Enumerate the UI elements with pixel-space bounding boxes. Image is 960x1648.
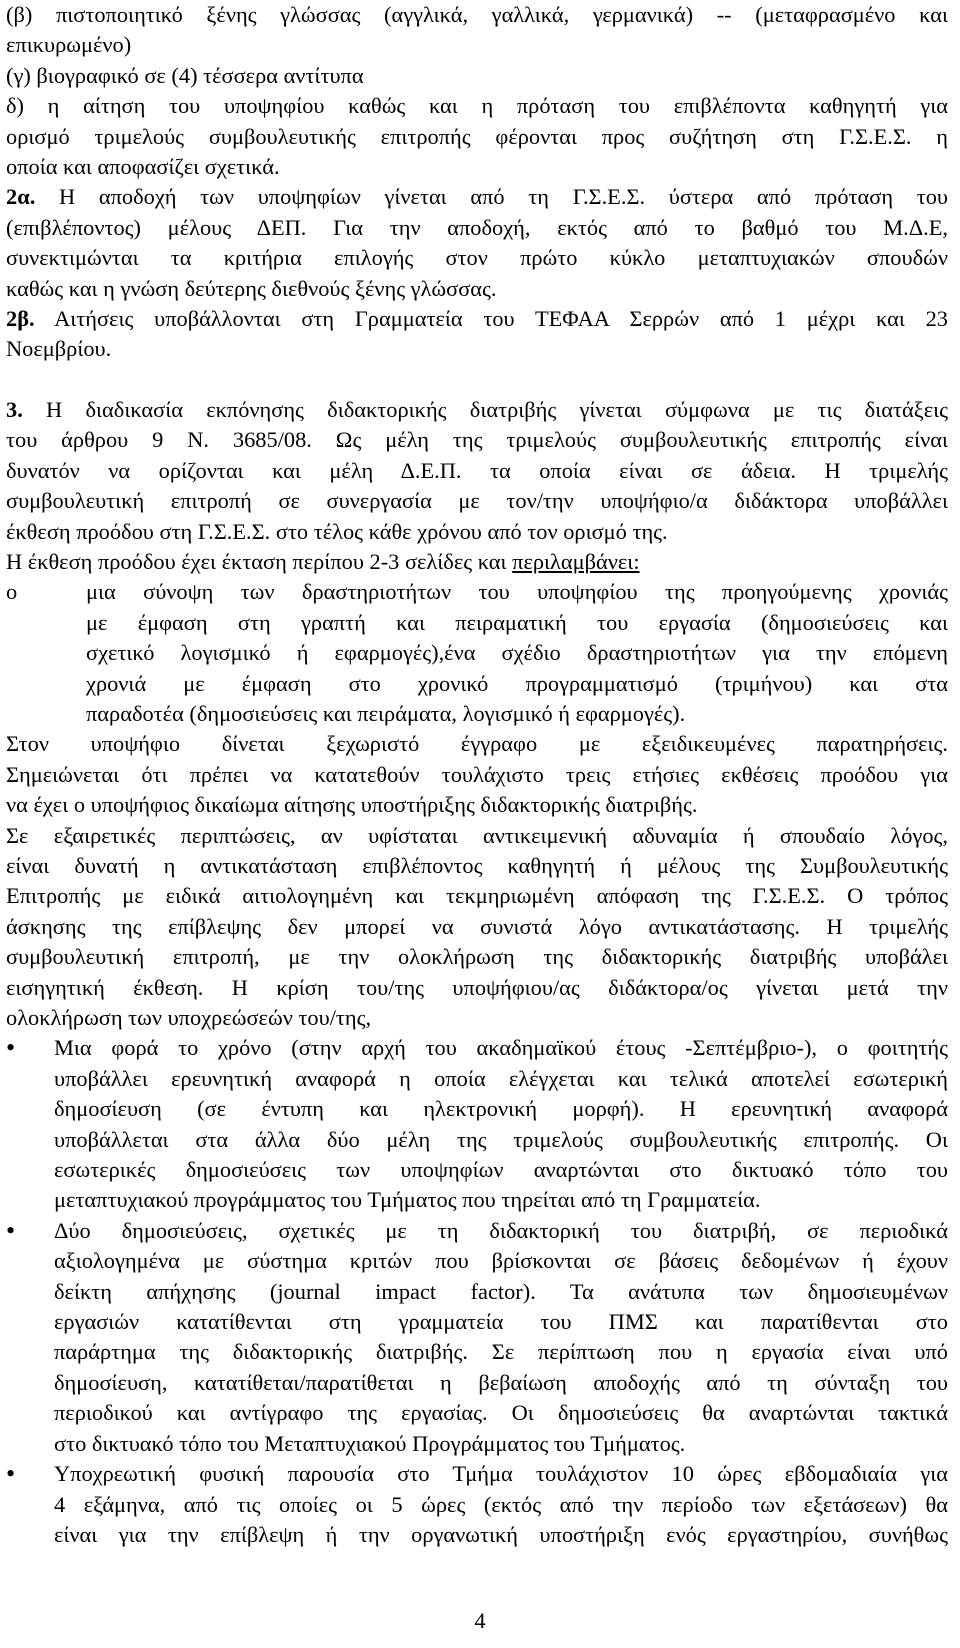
text-line: εσωτερικές δημοσιεύσεις των υποψηφίων αναρτώνται στο δικτυακό τόπο του [54,1157,948,1183]
paragraph-3 [6,395,948,547]
bullet-item [6,1459,948,1550]
text-line [6,182,948,212]
text-line: δημοσίευση (σε έντυπη και ηλεκτρονική μορφή). Η ερευνητική αναφορά [54,1096,948,1122]
text-line: καθώς και η γνώση δεύτερης διεθνούς ξένης γλώσσας. [6,275,497,301]
text-line: Μια φορά το χρόνο (στην αρχή του ακαδημαϊκού έτους -Σεπτέμβριο-), ο φοιτητής [54,1035,948,1061]
text-line: συμβουλευτική επιτροπή, με την ολοκλήρωση της διδακτορικής διατριβής υποβάλει [6,944,948,970]
text-run: Αιτήσεις υποβάλλονται στη Γραμματεία του ΤΕΦΑΑ Σερρών από 1 μέχρι και 23 [34,306,948,332]
text-line: (β) πιστοποιητικό ξένης γλώσσας (αγγλικά, γαλλικά, γερμανικά) -- (μεταφρασμένο και [6,2,948,27]
text-line: μια σύνοψη των δραστηριοτήτων του υποψηφίου της προηγούμενης χρονιάς [86,579,948,605]
text-line: δείκτη απήχησης (journal impact factor). Τα ανάτυπα των δημοσιευμένων [54,1278,948,1304]
text-line: Επιτροπής με ειδικά αιτιολογημένη και τεκμηριωμένη απόφαση της Γ.Σ.Ε.Σ. Ο τρόπος [6,883,948,909]
text-line: επικυρωμένο) [6,32,132,58]
underlined-text: περιλαμβάνει: [512,548,640,574]
document-page [6,0,948,1550]
list-marker: o [6,579,18,605]
page-number: 4 [474,1608,486,1633]
text-line: Δύο δημοσιεύσεις, σχετικές με τη διδακτορική του διατριβή, σε περιοδικά [54,1217,948,1243]
bullet-marker: • [6,1215,16,1245]
list-item [6,577,948,729]
text-line: Νοεμβρίου. [6,336,112,362]
text-line: ολοκλήρωση των υποχρεώσεών του/της, [6,1005,372,1030]
text-line: στο δικτυακό τόπο του Μεταπτυχιακού Προγράμματος του Τμήματος. [54,1430,686,1456]
text-line: περιοδικού και αντίγραφο της εργασίας. Οι δημοσιεύσεις θα αναρτώνται τακτικά [54,1400,948,1426]
text-line: αξιολογημένα με σύστημα κριτών που βρίσκονται σε βάσεις δεδομένων ή έχουν [54,1248,948,1274]
text-line: είναι για την επίβλεψη ή την οργανωτική υποστήριξη ενός εργαστηρίου, συνήθως [54,1521,948,1547]
paragraph-remarks [6,729,948,820]
text-line [6,304,948,334]
text-line: συνεκτιμώνται τα κριτήρια επιλογής στον πρώτο κύκλο μεταπτυχιακών σπουδών [6,245,948,271]
text-line: εργασιών κατατίθενται στη γραμματεία του ΠΜΣ και παρατίθενται στο [54,1309,948,1335]
text-line: παραδοτέα (δημοσιεύσεις και πειράματα, λογισμικό ή εφαρμογές). [86,700,686,726]
paragraph-requirements [6,0,948,182]
text-line: οποία και αποφασίζει σχετικά. [6,154,280,180]
text-line: είναι δυνατή η αντικατάσταση επιβλέποντος καθηγητή ή μέλους της Συμβουλευτικής [6,852,948,878]
text-line: Υποχρεωτική φυσική παρουσία στο Τμήμα τουλάχιστον 10 ώρες εβδομαδιαία για [54,1461,948,1487]
bullet-item [6,1033,948,1215]
text-line: δυνατόν να ορίζονται και μέλη Δ.Ε.Π. τα οποία είναι σε άδεια. Η τριμελής [6,457,948,483]
text-line: να έχει ο υποψήφιος δικαίωμα αίτησης υποστήριξης διδακτορικής διατριβής. [6,792,698,818]
text-line: Σε εξαιρετικές περιπτώσεις, αν υφίσταται αντικειμενική αδυναμία ή σπουδαίο λόγος, [6,822,948,848]
text-line: παράρτημα της διδακτορικής διατριβής. Σε περίπτωση που η εργασία είναι υπό [54,1339,948,1365]
text-line: δημοσίευση, κατατίθεται/παρατίθεται η βεβαίωση αποδοχής από τη σύνταξη του [54,1369,948,1395]
section-number: 2α. [6,184,36,210]
text-line [6,395,948,425]
text-line [6,547,948,577]
text-line: Σημειώνεται ότι πρέπει να κατατεθούν τουλάχιστο τρεις ετήσιες εκθέσεις προόδου για [6,761,948,787]
text-line: (επιβλέποντος) μέλους ΔΕΠ. Για την αποδοχή, εκτός από το βαθμό του Μ.Δ.Ε, [6,214,948,240]
paragraph-progress-report [6,547,948,577]
paragraph-spacer [6,365,948,395]
text-line: μεταπτυχιακού προγράμματος του Τμήματος που τηρείται από τη Γραμματεία. [54,1187,761,1213]
text-line: υποβάλλεται στα άλλα δύο μέλη της τριμελούς συμβουλευτικής επιτροπής. Οι [54,1126,948,1152]
text-run: Η έκθεση προόδου έχει έκταση περίπου 2-3 σελίδες και [6,548,513,574]
text-line: με έμφαση στη γραπτή και πειραματική του εργασία (δημοσιεύσεις και [86,609,948,635]
text-line: 4 εξάμηνα, από τις οποίες οι 5 ώρες (εκτός από την περίοδο των εξετάσεων) θα [54,1491,948,1517]
text-line: ορισμό τριμελούς συμβουλευτικής επιτροπής φέρονται προς συζήτηση στη Γ.Σ.Ε.Σ. η [6,123,948,149]
section-number: 3. [6,396,23,422]
bullet-marker: • [6,1459,16,1489]
text-run: Η διαδικασία εκπόνησης διδακτορικής διατριβής γίνεται σύμφωνα με τις διατάξεις [22,396,948,422]
text-line: σχετικό λογισμικό ή εφαρμογές),ένα σχέδιο δραστηριοτήτων για την επόμενη [86,640,948,666]
bullet-item [6,1216,948,1459]
text-line: εισηγητική έκθεση. Η κρίση του/της υποψήφιου/ας διδάκτορα/ος γίνεται μετά την [6,974,948,1000]
text-line: συμβουλευτική επιτροπή σε συνεργασία με τον/την υποψήφιο/α διδάκτορα υποβάλλει [6,488,948,514]
text-line: έκθεση προόδου στη Γ.Σ.Ε.Σ. στο τέλος κάθε χρόνου από τον ορισμό της. [6,518,668,544]
text-line: άσκησης της επίβλεψης δεν μπορεί να συνιστά λόγο αντικατάστασης. Η τριμελής [6,913,948,939]
bullet-marker: • [6,1033,16,1063]
section-number: 2β. [6,306,35,332]
text-line: χρονιά με έμφαση στο χρονικό προγραμματισμό (τριμήνου) και στα [86,670,948,696]
paragraph-exceptional-cases [6,821,948,1034]
text-line: Στον υποψήφιο δίνεται ξεχωριστό έγγραφο με εξειδικευμένες παρατηρήσεις. [6,731,948,757]
text-line: υποβάλλει ερευνητική αναφορά η οποία ελέγχεται και τελικά αποτελεί εσωτερική [54,1065,948,1091]
text-line: δ) η αίτηση του υποψηφίου καθώς και η πρόταση του επιβλέποντα καθηγητή για [6,93,948,119]
paragraph-2b [6,304,948,365]
text-line: (γ) βιογραφικό σε (4) τέσσερα αντίτυπα [6,62,364,88]
text-line: του άρθρου 9 Ν. 3685/08. Ως μέλη της τριμελούς συμβουλευτικής επιτροπής είναι [6,427,948,453]
text-run: Η αποδοχή των υποψηφίων γίνεται από τη Γ.Σ.Ε.Σ. ύστερα από πρόταση του [35,184,948,210]
paragraph-2a [6,182,948,304]
